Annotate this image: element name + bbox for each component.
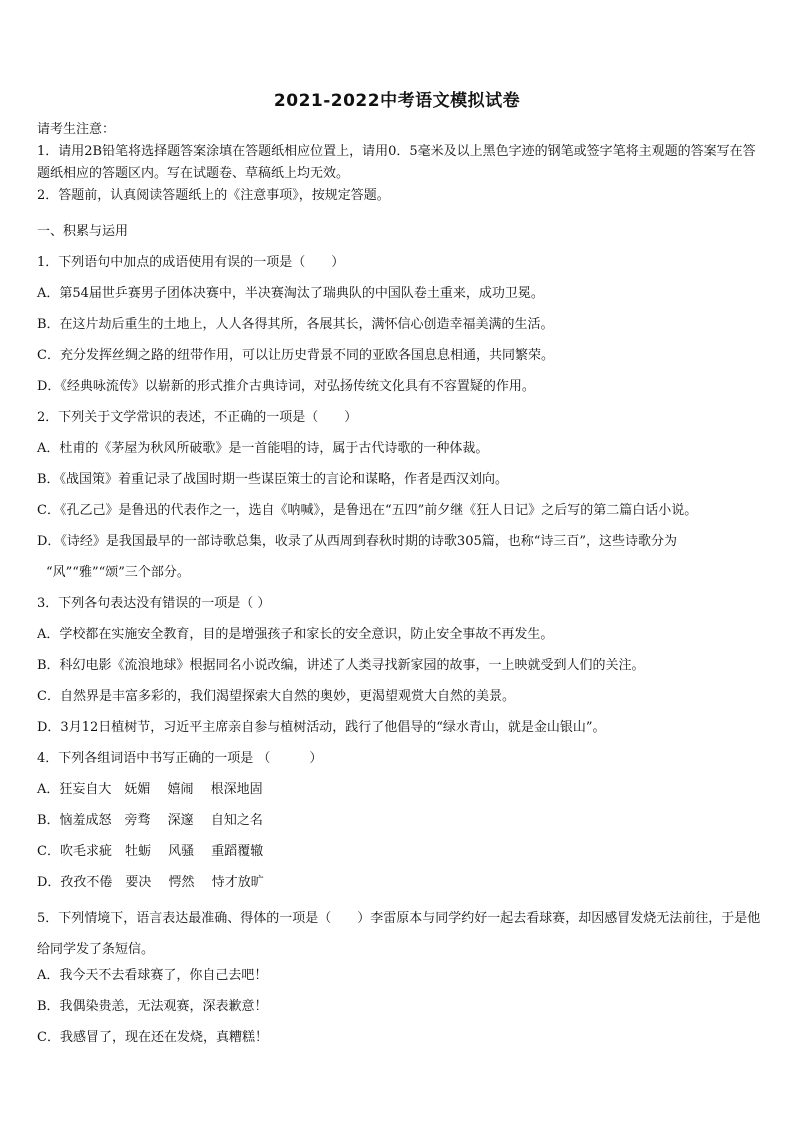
question-3-stem: 3．下列各句表达没有错误的一项是（ ） (37, 596, 271, 611)
question-2-option-a: A．杜甫的《茅屋为秋风所破歌》是一首能唱的诗，属于古代诗歌的一种体裁。 (37, 441, 489, 456)
question-2-option-b: B．《战国策》着重记录了战国时期一些谋臣策士的言论和谋略，作者是西汉刘向。 (37, 472, 509, 487)
question-3-option-c: C．自然界是丰富多彩的，我们渴望探索大自然的奥妙，更渴望观赏大自然的美景。 (37, 689, 515, 704)
question-5 (37, 903, 763, 1049)
question-1-option-d: D．《经典咏流传》以崭新的形式推介古典诗词，对弘扬传统文化具有不容置疑的作用。 (37, 379, 535, 394)
candidate-notice (37, 119, 763, 207)
question-2-option-d-continuation: “风”“雅”“颂”三个部分。 (46, 565, 190, 580)
question-4-option-d: D．孜孜不倦 要决 愕然 恃才放旷 (37, 875, 264, 890)
question-1-option-c: C．充分发挥丝绸之路的纽带作用，可以让历史背景不同的亚欧各国息息相通，共同繁荣。 (37, 348, 554, 363)
exam-title: 2021-2022中考语文模拟试卷 (273, 91, 521, 111)
question-2 (37, 407, 763, 584)
question-1-option-b: B．在这片劫后重生的土地上，人人各得其所，各展其长，满怀信心创造幸福美满的生活。 (37, 317, 554, 332)
notice-item-2: 2．答题前，认真阅读答题纸上的《注意事项》，按规定答题。 (37, 188, 390, 203)
notice-heading: 请考生注意： (37, 122, 116, 137)
question-1-stem: 1．下列语句中加点的成语使用有误的一项是（ ） (37, 255, 345, 270)
section-accumulation (37, 221, 763, 1058)
question-4-option-a: A．狂妄自大 妩媚 嬉闹 根深地固 (37, 782, 263, 797)
question-3-option-a: A．学校都在实施安全教育，目的是增强孩子和家长的安全意识，防止安全事故不再发生。 (37, 627, 554, 642)
section-heading: 一、积累与运用 (37, 224, 129, 239)
question-1 (37, 252, 763, 398)
question-3-option-b: B．科幻电影《流浪地球》根据同名小说改编，讲述了人类寻找新家园的故事，一上映就受到人们的关注。 (37, 658, 645, 673)
question-5-stem: 5．下列情境下，语言表达最准确、得体的一项是（ ）李雷原本与同学约好一起去看球赛，却因感冒发烧无法前往，于是他给同学发了条短信。 (37, 911, 761, 957)
question-4-stem: 4．下列各组词语中书写正确的一项是 （ ） (37, 751, 323, 766)
question-2-option-c: C．《孔乙己》是鲁迅的代表作之一，选自《呐喊》，是鲁迅在“五四”前夕继《狂人日记》之后写的第二篇白话小说。 (37, 503, 698, 518)
question-2-stem: 2．下列关于文学常识的表述，不正确的一项是（ ） (37, 410, 358, 425)
question-5-option-a: A．我今天不去看球赛了，你自己去吧！ (37, 968, 268, 983)
question-3-option-d: D．3月12日植树节，习近平主席亲自参与植树活动，践行了他倡导的“绿水青山，就是金山银山”。 (37, 720, 606, 735)
notice-item-1: 1．请用2B铅笔将选择题答案涂填在答题纸相应位置上，请用0．5毫米及以上黑色字迹的钢笔或签字笔将主观题的答案写在答题纸相应的答题区内。写在试题卷、草稿纸上均无效。 (37, 144, 756, 181)
question-5-option-b: B．我偶染贵恙，无法观赛，深表歉意！ (37, 999, 268, 1014)
question-3 (37, 593, 763, 739)
question-4-option-c: C．吹毛求疵 牡蛎 风骚 重蹈覆辙 (37, 844, 264, 859)
question-2-option-d: D．《诗经》是我国最早的一部诗歌总集，收录了从西周到春秋时期的诗歌305篇，也称“诗三百”，这些诗歌分为 (37, 534, 678, 549)
question-4-option-b: B．恼羞成怒 旁骛 深邃 自知之名 (37, 813, 263, 828)
question-5-option-c: C．我感冒了，现在还在发烧，真糟糕！ (37, 1030, 268, 1045)
question-4 (37, 748, 763, 894)
question-1-option-a: A．第54届世乒赛男子团体决赛中，半决赛淘汰了瑞典队的中国队卷土重来，成功卫冕。 (37, 286, 544, 301)
